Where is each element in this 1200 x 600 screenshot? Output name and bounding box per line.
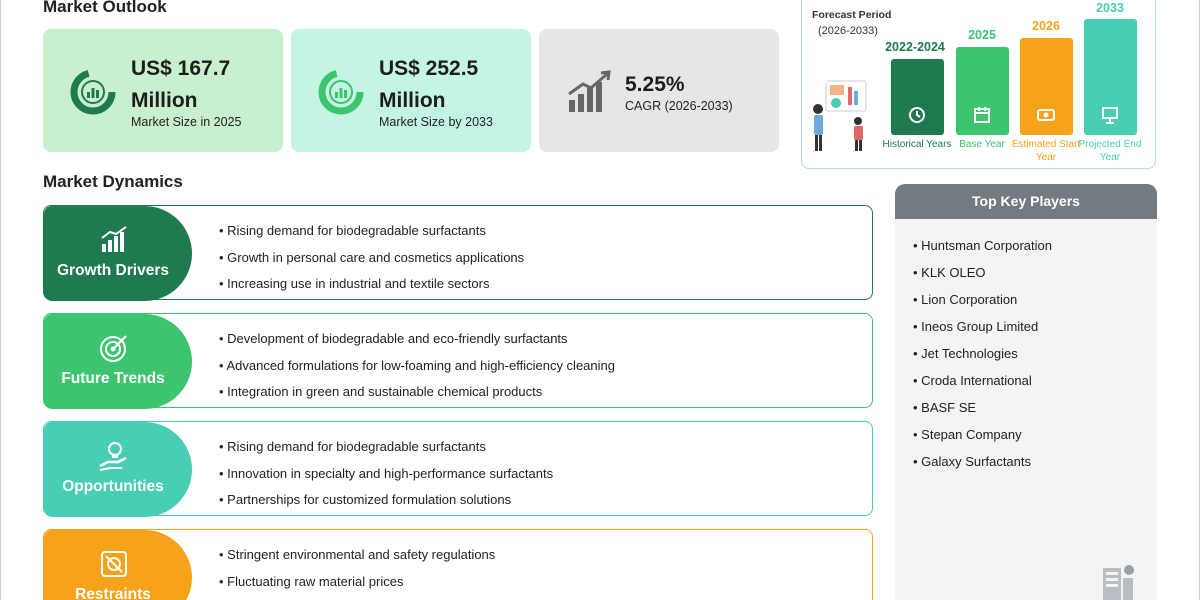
calendar-icon xyxy=(972,105,992,125)
market-size-2033-value: US$ 252.5 Million xyxy=(379,57,479,112)
forecast-period-title: Forecast Period xyxy=(812,9,892,21)
opportunities-tab xyxy=(44,422,192,517)
list-item: • BASF SE xyxy=(913,394,1052,421)
cagr-card xyxy=(539,29,779,152)
list-item: • Jet Technologies xyxy=(913,340,1052,367)
list-item: • Lion Corporation xyxy=(913,286,1052,313)
list-item: • Innovation in specialty and high-performance surfactants xyxy=(219,461,553,488)
list-item: • Advanced formulations for low-foaming and high-efficiency cleaning xyxy=(219,353,615,380)
growth-drivers-label: Growth Drivers xyxy=(57,262,169,279)
forecast-bar-label: Projected End Year xyxy=(1078,139,1142,163)
history-icon xyxy=(907,105,927,125)
opportunities-row xyxy=(43,421,873,516)
future-trends-tab xyxy=(44,314,192,409)
key-players-list xyxy=(913,232,1052,475)
list-item: • Rising demand for biodegradable surfactants xyxy=(219,218,524,245)
cagr-label: CAGR (2026-2033) xyxy=(625,99,733,113)
market-size-2025-card xyxy=(43,29,283,152)
donut-chart-icon xyxy=(317,68,365,116)
top-key-players-title: Top Key Players xyxy=(895,184,1157,219)
list-item: • Increasing use in industrial and textile sectors xyxy=(219,271,524,298)
forecast-bar-year: 2033 xyxy=(1096,1,1124,15)
growth-drivers-list xyxy=(219,218,524,298)
market-size-2025-value: US$ 167.7 Million xyxy=(131,57,231,112)
forecast-bar-year: 2022-2024 xyxy=(885,40,945,54)
future-trends-row xyxy=(43,313,873,408)
market-size-2025-label: Market Size in 2025 xyxy=(131,115,242,129)
forecast-bar-year: 2026 xyxy=(1032,19,1060,33)
donut-chart-icon xyxy=(69,68,117,116)
list-item: • Galaxy Surfactants xyxy=(913,448,1052,475)
list-item: • Stepan Company xyxy=(913,421,1052,448)
forecast-bar-label: Historical Years xyxy=(882,139,952,150)
market-size-2033-card xyxy=(291,29,531,152)
future-trends-list xyxy=(219,326,615,406)
top-key-players-panel xyxy=(895,184,1157,600)
cagr-value: 5.25% xyxy=(625,73,685,96)
list-item: • Croda International xyxy=(913,367,1052,394)
list-item: • Huntsman Corporation xyxy=(913,232,1052,259)
growth-bar-chart-icon xyxy=(565,68,613,116)
opportunities-label: Opportunities xyxy=(62,478,164,495)
list-item: • Partnerships for customized formulation solutions xyxy=(219,487,553,514)
building-icon xyxy=(1099,562,1135,600)
list-item: • Fluctuating raw material prices xyxy=(219,569,495,596)
forecast-bar-label: Base Year xyxy=(959,139,1005,150)
forecast-bar-label: Estimated Start Year xyxy=(1011,139,1081,163)
list-item: • Rising demand for biodegradable surfactants xyxy=(219,434,553,461)
list-item: • Growth in personal care and cosmetics applications xyxy=(219,245,524,272)
market-dynamics-title: Market Dynamics xyxy=(43,172,183,191)
target-icon xyxy=(98,332,130,364)
lightbulb-hand-icon xyxy=(98,440,130,472)
list-item: • KLK OLEO xyxy=(913,259,1052,286)
restraints-label: Restraints xyxy=(75,586,151,600)
future-trends-label: Future Trends xyxy=(61,370,165,387)
estimate-icon xyxy=(1036,105,1056,125)
forecast-period-range: (2026-2033) xyxy=(818,25,878,37)
forecast-bar-year: 2025 xyxy=(968,28,996,42)
growth-drivers-tab xyxy=(44,206,192,301)
list-item: • Stringent environmental and safety regulations xyxy=(219,542,495,569)
analysts-illustration-icon xyxy=(808,79,872,153)
list-item: • Integration in green and sustainable chemical products xyxy=(219,379,615,406)
market-size-2033-label: Market Size by 2033 xyxy=(379,115,493,129)
restraints-tab xyxy=(44,530,192,600)
list-item: • Ineos Group Limited xyxy=(913,313,1052,340)
list-item: • Development of biodegradable and eco-friendly surfactants xyxy=(219,326,615,353)
opportunities-list xyxy=(219,434,553,514)
restraint-icon xyxy=(98,548,130,580)
growth-drivers-row xyxy=(43,205,873,300)
growth-chart-icon xyxy=(98,224,130,256)
restraints-list xyxy=(219,542,495,595)
market-outlook-title: Market Outlook xyxy=(43,0,167,16)
forecast-period-panel xyxy=(801,0,1156,169)
presentation-icon xyxy=(1100,105,1120,125)
restraints-row xyxy=(43,529,873,600)
